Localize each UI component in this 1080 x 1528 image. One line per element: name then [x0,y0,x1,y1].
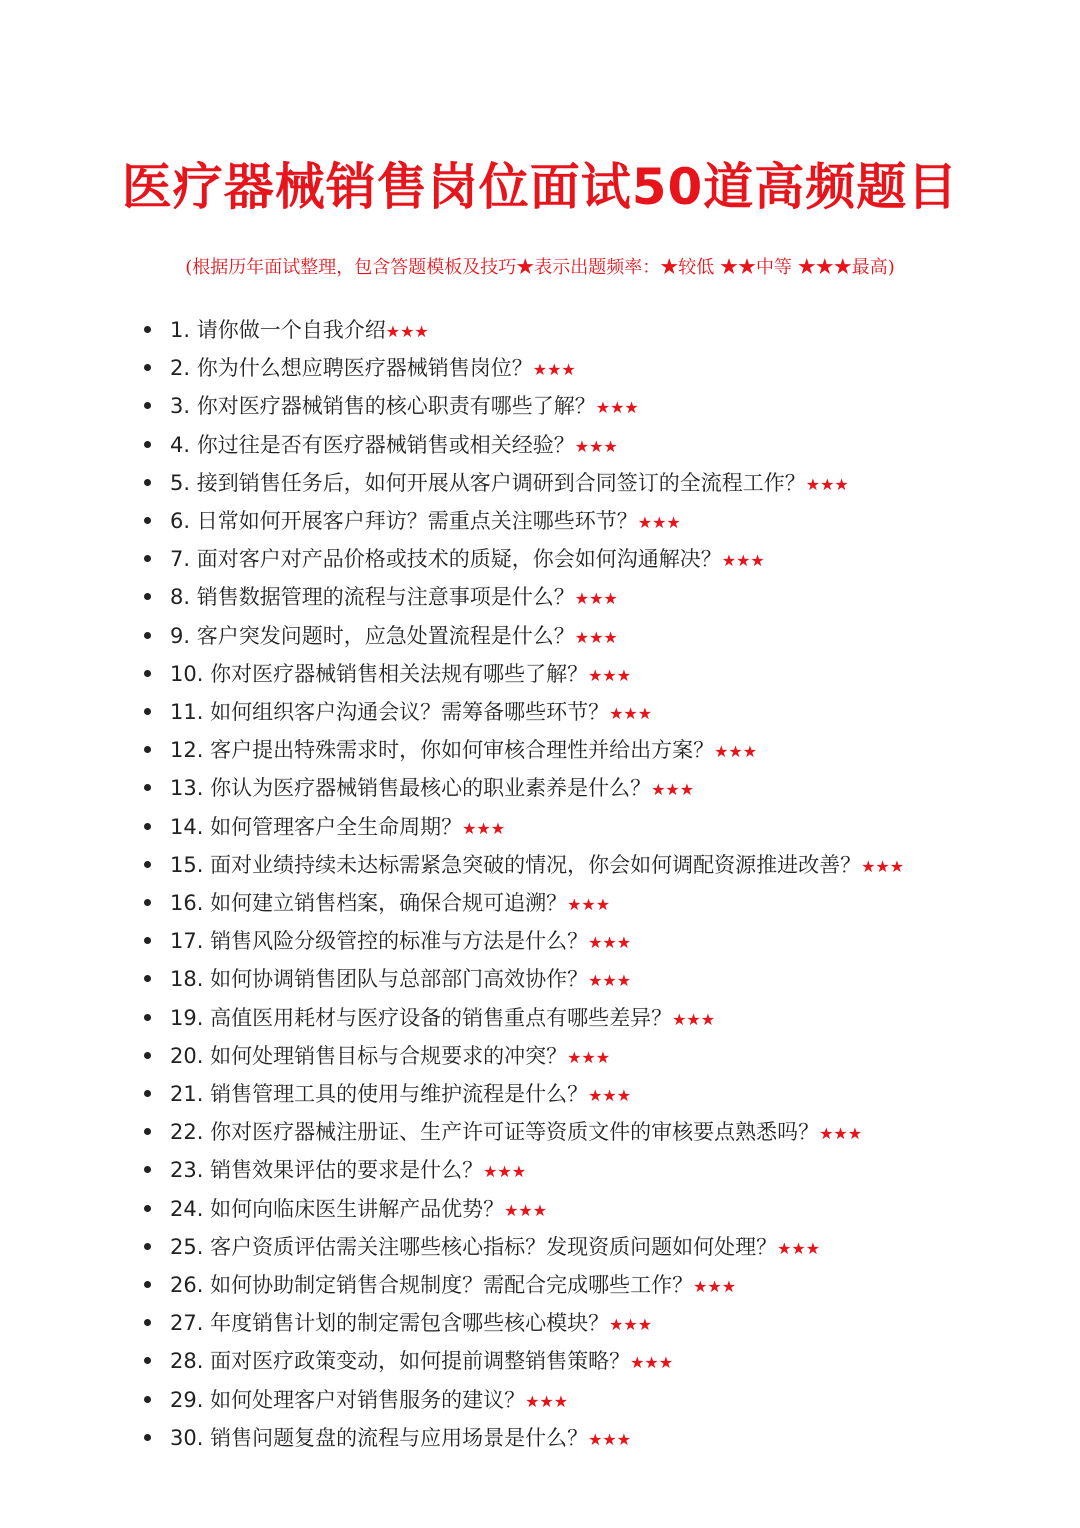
frequency-stars: ★★★ [574,627,618,647]
bullet-icon [144,823,151,830]
frequency-stars: ★★★ [574,436,618,456]
list-item [142,1076,962,1114]
frequency-stars: ★★★ [525,1391,569,1411]
bullet-icon [144,937,151,944]
bullet-icon [144,479,151,486]
question-text: 9. 客户突发问题时，应急处置流程是什么？ [170,623,575,648]
frequency-stars: ★★★ [588,933,632,953]
list-item [142,1382,962,1420]
list-item [142,961,962,999]
frequency-stars: ★★★ [588,1429,632,1449]
bullet-icon [144,708,151,715]
question-text: 26. 如何协助制定销售合规制度？需配合完成哪些工作？ [170,1273,694,1298]
frequency-stars: ★★★ [567,1047,611,1067]
bullet-icon [144,402,151,409]
list-item [142,809,962,847]
frequency-stars: ★★★ [819,1124,863,1144]
frequency-stars: ★★★ [567,895,611,915]
question-text: 8. 销售数据管理的流程与注意事项是什么？ [170,585,575,610]
bullet-icon [144,1434,151,1441]
list-item [142,847,962,885]
list-item [142,618,962,656]
frequency-stars: ★★★ [693,1277,737,1297]
question-list [142,312,962,1458]
list-item [142,770,962,808]
bullet-icon [144,784,151,791]
frequency-stars: ★★★ [588,971,632,991]
list-item [142,1420,962,1458]
list-item [142,1229,962,1267]
bullet-icon [144,746,151,753]
list-item [142,541,962,579]
frequency-stars: ★★★ [637,513,681,533]
question-text: 17. 销售风险分级管控的标准与方法是什么？ [170,929,589,954]
list-item [142,388,962,426]
bullet-icon [144,975,151,982]
question-text: 6. 日常如何开展客户拜访？需重点关注哪些环节？ [170,509,638,534]
bullet-icon [144,632,151,639]
question-text: 19. 高值医用耗材与医疗设备的销售重点有哪些差异？ [170,1005,673,1030]
frequency-stars: ★★★ [574,589,618,609]
frequency-stars: ★★★ [861,856,905,876]
list-item [142,312,962,350]
list-item [142,923,962,961]
question-text: 1. 请你做一个自我介绍 [170,318,386,342]
frequency-stars: ★★★ [462,818,506,838]
bullet-icon [144,1396,151,1403]
list-item [142,1114,962,1152]
frequency-stars: ★★★ [588,665,632,685]
frequency-stars: ★★★ [483,1162,527,1182]
question-text: 22. 你对医疗器械注册证、生产许可证等资质文件的审核要点熟悉吗？ [170,1120,820,1145]
question-text: 12. 客户提出特殊需求时，你如何审核合理性并给出方案？ [170,738,715,763]
bullet-icon [144,326,151,333]
bullet-icon [144,1052,151,1059]
bullet-icon [144,555,151,562]
question-text: 15. 面对业绩持续未达标需紧急突破的情况，你会如何调配资源推进改善？ [170,852,862,877]
question-text: 2. 你为什么想应聘医疗器械销售岗位？ [170,356,533,381]
frequency-stars: ★★★ [504,1200,548,1220]
question-text: 4. 你过往是否有医疗器械销售或相关经验？ [170,432,575,457]
frequency-stars: ★★★ [588,1086,632,1106]
question-text: 7. 面对客户对产品价格或技术的质疑，你会如何沟通解决？ [170,547,722,572]
frequency-stars: ★★★ [532,360,576,380]
question-text: 27. 年度销售计划的制定需包含哪些核心模块？ [170,1311,610,1336]
bullet-icon [144,593,151,600]
question-text: 24. 如何向临床医生讲解产品优势？ [170,1196,505,1221]
frequency-stars: ★★★ [721,551,765,571]
list-item [142,1267,962,1305]
question-text: 20. 如何处理销售目标与合规要求的冲突？ [170,1043,568,1068]
frequency-stars: ★★★ [651,780,695,800]
question-text: 30. 销售问题复盘的流程与应用场景是什么？ [170,1425,589,1450]
list-item [142,503,962,541]
list-item [142,350,962,388]
list-item [142,732,962,770]
bullet-icon [144,861,151,868]
question-text: 29. 如何处理客户对销售服务的建议？ [170,1387,526,1412]
list-item [142,1152,962,1190]
question-text: 3. 你对医疗器械销售的核心职责有哪些了解？ [170,394,596,419]
question-text: 11. 如何组织客户沟通会议？需筹备哪些环节？ [170,700,610,725]
bullet-icon [144,1014,151,1021]
list-item [142,656,962,694]
bullet-icon [144,1128,151,1135]
bullet-icon [144,441,151,448]
bullet-icon [144,1357,151,1364]
bullet-icon [144,1090,151,1097]
bullet-icon [144,1205,151,1212]
bullet-icon [144,670,151,677]
frequency-stars: ★★★ [385,322,429,341]
question-text: 23. 销售效果评估的要求是什么？ [170,1158,484,1183]
frequency-stars: ★★★ [672,1009,716,1029]
bullet-icon [144,517,151,524]
list-item [142,1038,962,1076]
bullet-icon [144,899,151,906]
bullet-icon [144,364,151,371]
frequency-stars: ★★★ [777,1238,821,1258]
question-text: 14. 如何管理客户全生命周期？ [170,814,463,839]
frequency-stars: ★★★ [609,704,653,724]
question-text: 25. 客户资质评估需关注哪些核心指标？发现资质问题如何处理？ [170,1234,778,1259]
bullet-icon [144,1281,151,1288]
list-item [142,465,962,503]
question-text: 5. 接到销售任务后，如何开展从客户调研到合同签订的全流程工作？ [170,470,806,495]
frequency-stars: ★★★ [714,742,758,762]
list-item [142,579,962,617]
bullet-icon [144,1319,151,1326]
list-item [142,1305,962,1343]
list-item [142,1343,962,1381]
frequency-stars: ★★★ [595,398,639,418]
question-text: 18. 如何协调销售团队与总部部门高效协作？ [170,967,589,992]
bullet-icon [144,1166,151,1173]
list-item [142,885,962,923]
frequency-stars: ★★★ [630,1353,674,1373]
bullet-icon [144,1243,151,1250]
list-item [142,694,962,732]
question-text: 16. 如何建立销售档案，确保合规可追溯？ [170,891,568,916]
question-text: 13. 你认为医疗器械销售最核心的职业素养是什么？ [170,776,652,801]
list-item [142,1191,962,1229]
list-item [142,1000,962,1038]
frequency-stars: ★★★ [609,1315,653,1335]
document-subtitle: (根据历年面试整理，包含答题模板及技巧★表示出题频率：★较低 ★★中等 ★★★最高) [185,257,895,278]
list-item [142,427,962,465]
document-title: 医疗器械销售岗位面试50道高频题目 [121,158,959,216]
question-text: 21. 销售管理工具的使用与维护流程是什么？ [170,1082,589,1107]
question-text: 28. 面对医疗政策变动，如何提前调整销售策略？ [170,1349,631,1374]
question-text: 10. 你对医疗器械销售相关法规有哪些了解？ [170,661,589,686]
frequency-stars: ★★★ [805,474,849,494]
